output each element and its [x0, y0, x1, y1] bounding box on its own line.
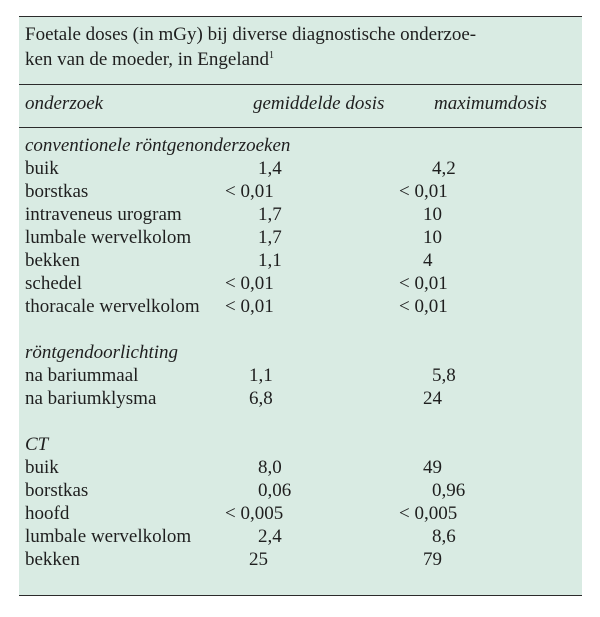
section-title: röntgendoorlichting — [25, 342, 179, 363]
cell-onderzoek: bekken — [25, 549, 80, 570]
cell-onderzoek: lumbale wervelkolom — [25, 227, 192, 248]
caption-line-1: Foetale doses (in mGy) bij diverse diagnostische onderzoe- — [25, 24, 477, 45]
cell-maximumdosis: 4,2 — [432, 158, 456, 179]
cell-gemiddelde-dosis: < 0,01 — [225, 181, 274, 202]
cell-onderzoek: schedel — [25, 273, 82, 294]
column-header-maximumdosis: maximumdosis — [434, 93, 547, 114]
table-row — [25, 364, 582, 387]
table-row — [25, 272, 582, 295]
table-row — [25, 226, 582, 249]
cell-maximumdosis: 79 — [423, 549, 442, 570]
cell-maximumdosis: 24 — [423, 388, 442, 409]
cell-maximumdosis: 4 — [423, 250, 433, 271]
table-row — [25, 203, 582, 226]
cell-maximumdosis: 5,8 — [432, 365, 456, 386]
cell-onderzoek: borstkas — [25, 480, 89, 501]
table-row — [25, 502, 582, 525]
dose-table-panel — [19, 16, 582, 596]
table-row — [25, 387, 582, 410]
cell-gemiddelde-dosis: 1,7 — [258, 227, 282, 248]
cell-onderzoek: buik — [25, 158, 59, 179]
cell-onderzoek: borstkas — [25, 181, 89, 202]
cell-maximumdosis: < 0,01 — [399, 296, 448, 317]
cell-gemiddelde-dosis: 1,1 — [249, 365, 273, 386]
caption-line-2: ken van de moeder, in Engeland — [25, 49, 270, 70]
cell-onderzoek: hoofd — [25, 503, 70, 524]
cell-gemiddelde-dosis: 6,8 — [249, 388, 273, 409]
cell-gemiddelde-dosis: < 0,01 — [225, 296, 274, 317]
cell-maximumdosis: 10 — [423, 227, 442, 248]
footnote-reference: 1 — [269, 50, 275, 61]
cell-gemiddelde-dosis: 1,1 — [258, 250, 282, 271]
cell-onderzoek: intraveneus urogram — [25, 204, 182, 225]
table-row — [25, 548, 582, 571]
column-header-onderzoek: onderzoek — [25, 93, 104, 114]
cell-onderzoek: na bariumklysma — [25, 388, 157, 409]
cell-maximumdosis: < 0,01 — [399, 273, 448, 294]
caption-divider — [19, 84, 582, 85]
header-divider — [19, 127, 582, 128]
cell-maximumdosis: < 0,01 — [399, 181, 448, 202]
table-row — [25, 180, 582, 203]
cell-onderzoek: buik — [25, 457, 59, 478]
cell-maximumdosis: 8,6 — [432, 526, 456, 547]
cell-gemiddelde-dosis: < 0,005 — [225, 503, 284, 524]
table-row — [25, 157, 582, 180]
cell-gemiddelde-dosis: 8,0 — [258, 457, 282, 478]
cell-onderzoek: lumbale wervelkolom — [25, 526, 192, 547]
cell-gemiddelde-dosis: 1,4 — [258, 158, 282, 179]
column-header-gemiddelde-dosis: gemiddelde dosis — [253, 93, 385, 114]
table-body — [25, 134, 582, 571]
cell-gemiddelde-dosis: 1,7 — [258, 204, 282, 225]
cell-maximumdosis: < 0,005 — [399, 503, 458, 524]
cell-onderzoek: na bariummaal — [25, 365, 139, 386]
table-row — [25, 249, 582, 272]
cell-maximumdosis: 49 — [423, 457, 442, 478]
table-row — [25, 479, 582, 502]
table-caption — [25, 22, 574, 72]
cell-gemiddelde-dosis: 25 — [249, 549, 268, 570]
section-spacer — [25, 410, 582, 433]
section-title: conventionele röntgenonderzoeken — [25, 135, 291, 156]
section-spacer — [25, 318, 582, 341]
cell-maximumdosis: 10 — [423, 204, 442, 225]
table-row — [25, 295, 582, 318]
cell-maximumdosis: 0,96 — [432, 480, 466, 501]
section-title: CT — [25, 434, 49, 455]
table-row — [25, 456, 582, 479]
cell-gemiddelde-dosis: 2,4 — [258, 526, 282, 547]
cell-onderzoek: thoracale wervelkolom — [25, 296, 200, 317]
table-row — [25, 525, 582, 548]
cell-gemiddelde-dosis: 0,06 — [258, 480, 292, 501]
cell-gemiddelde-dosis: < 0,01 — [225, 273, 274, 294]
cell-onderzoek: bekken — [25, 250, 80, 271]
